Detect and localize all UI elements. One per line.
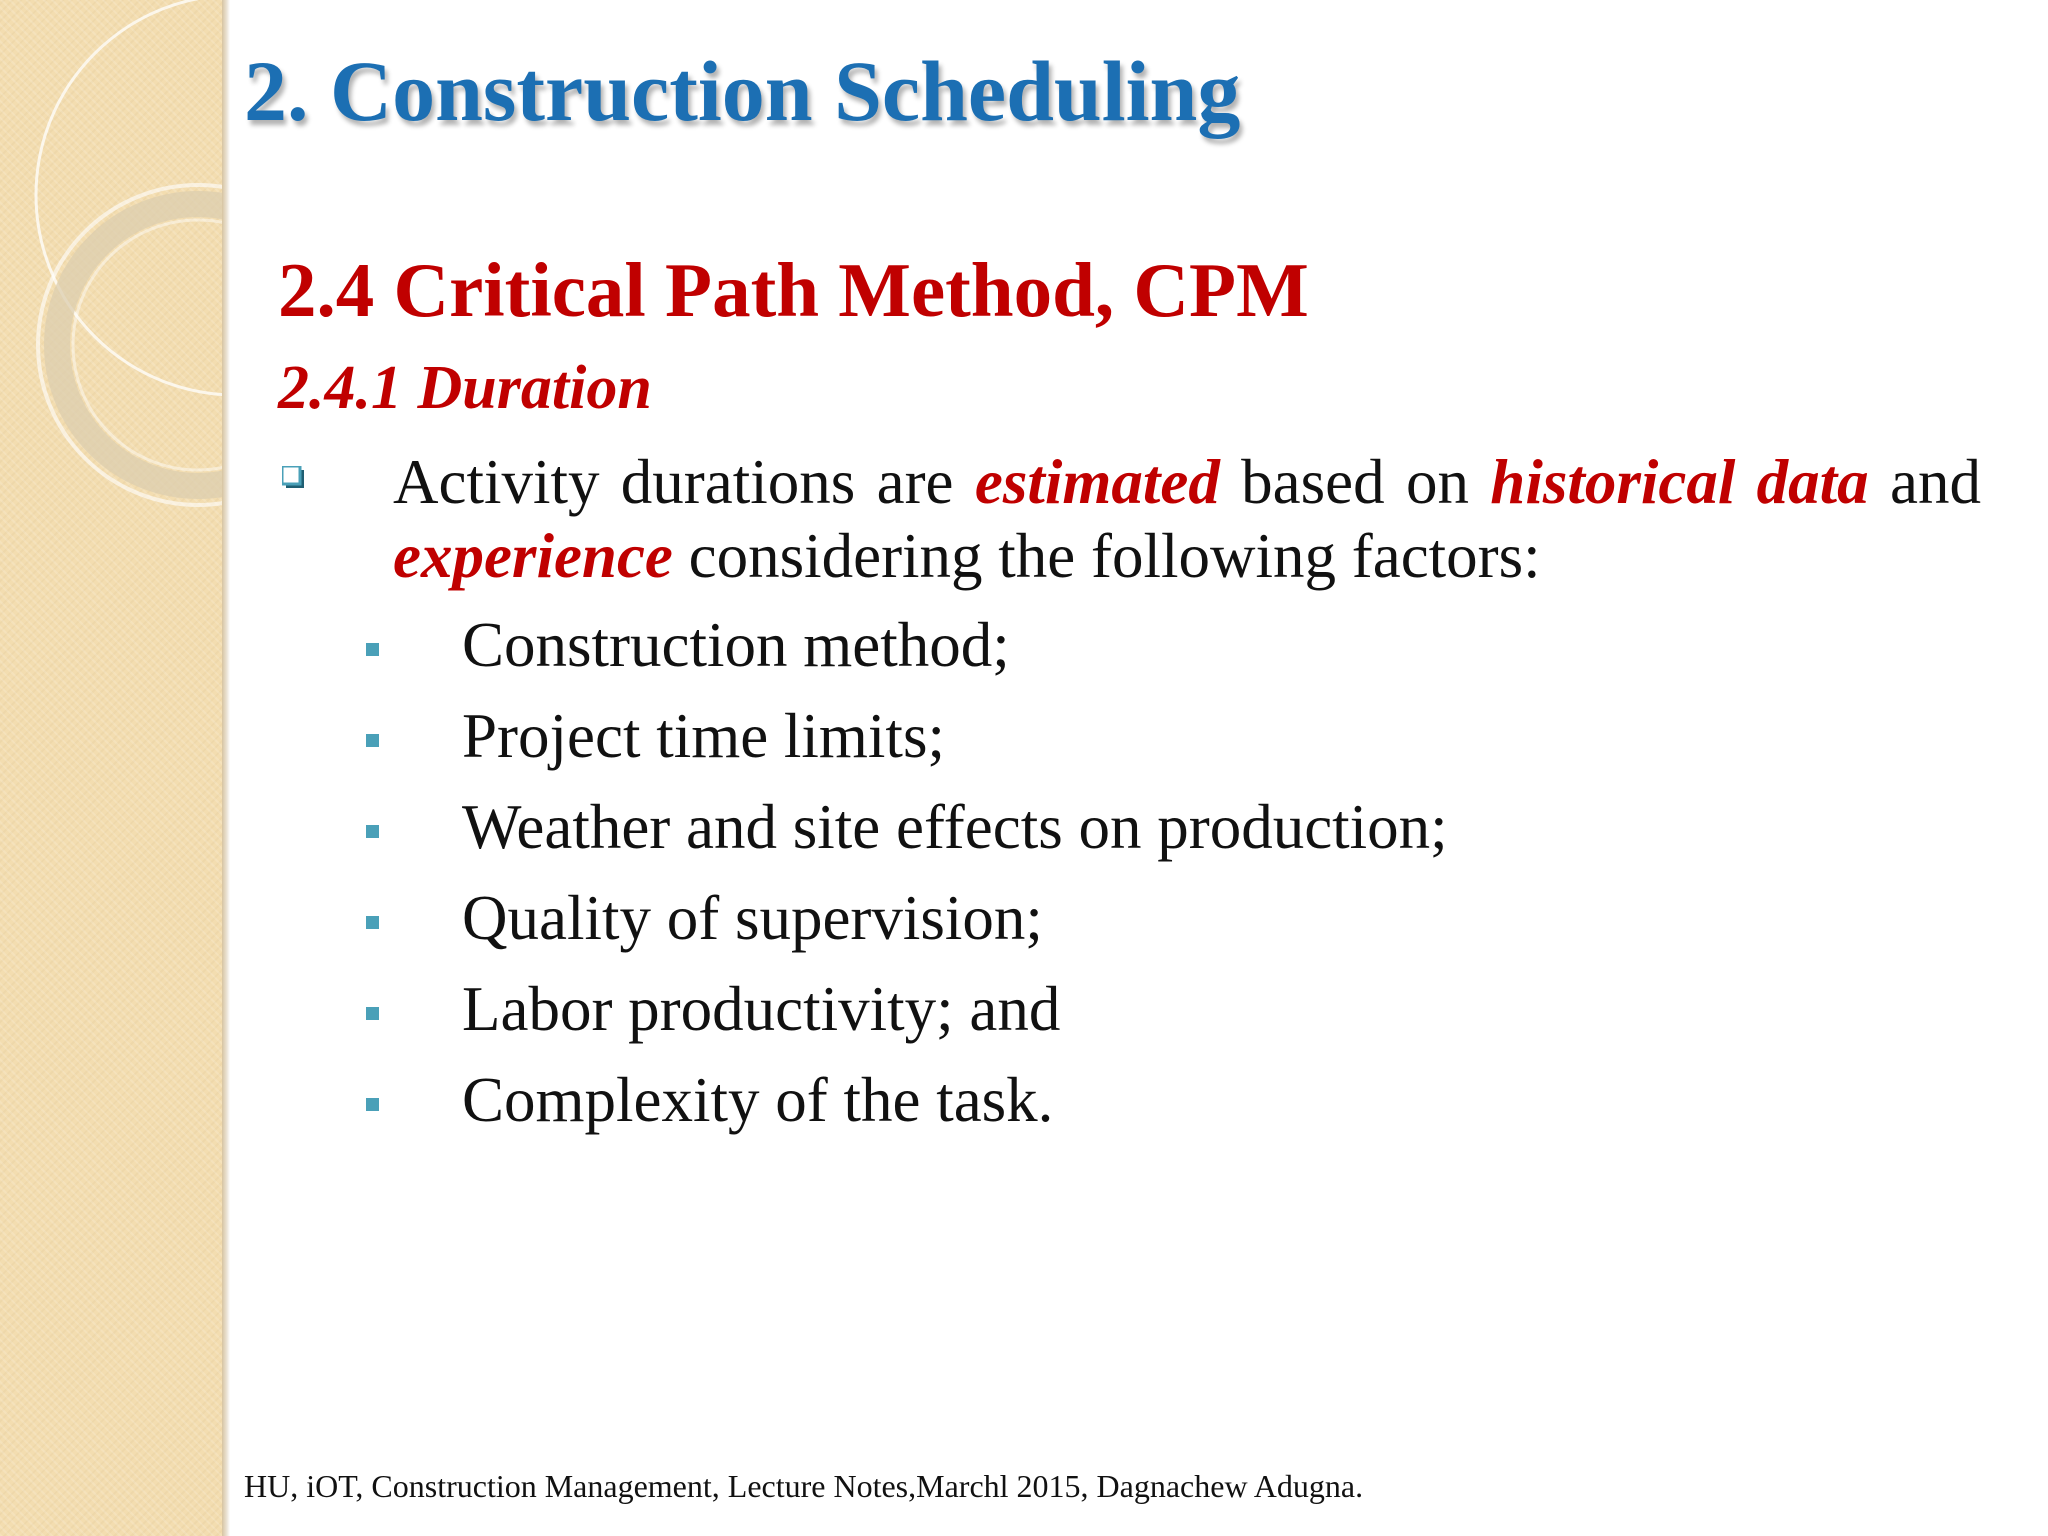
checkbox-square-icon (282, 466, 304, 488)
factor-text: Complexity of the task. (462, 1065, 1054, 1135)
square-bullet-icon (366, 734, 379, 747)
square-bullet-icon (366, 643, 379, 656)
slide-title: 2. Construction Scheduling (244, 43, 1241, 139)
emphasis-estimated: estimated (974, 447, 1220, 517)
inner-ring-band (57, 204, 226, 486)
emphasis-experience: experience (393, 521, 673, 591)
factor-text: Labor productivity; and (462, 974, 1061, 1044)
square-bullet-icon (366, 1098, 379, 1111)
text-segment: considering the following factors: (672, 521, 1541, 591)
text-segment: based on (1219, 447, 1491, 517)
section-heading: 2.4 Critical Path Method, CPM (278, 247, 1309, 333)
factor-text: Construction method; (462, 610, 1010, 680)
footer-citation: HU, iOT, Construction Management, Lecture Notes,Marchl 2015, Dagnachew Adugna. (244, 1468, 1364, 1504)
text-segment: Activity durations are (393, 447, 975, 517)
text-segment: and (1868, 447, 1981, 517)
factor-text: Project time limits; (462, 701, 945, 771)
sidebar-edge-shadow (222, 0, 230, 1536)
square-bullet-icon (366, 916, 379, 929)
subsection-heading: 2.4.1 Duration (278, 354, 652, 422)
factor-text: Quality of supervision; (462, 883, 1043, 953)
square-bullet-icon (366, 1007, 379, 1020)
emphasis-historical-data: historical data (1490, 447, 1869, 517)
main-bullet-text (393, 445, 1981, 593)
square-bullet-icon (366, 825, 379, 838)
factor-text: Weather and site effects on production; (462, 792, 1448, 862)
decorative-sidebar (0, 0, 226, 1536)
decorative-rings (0, 0, 226, 520)
